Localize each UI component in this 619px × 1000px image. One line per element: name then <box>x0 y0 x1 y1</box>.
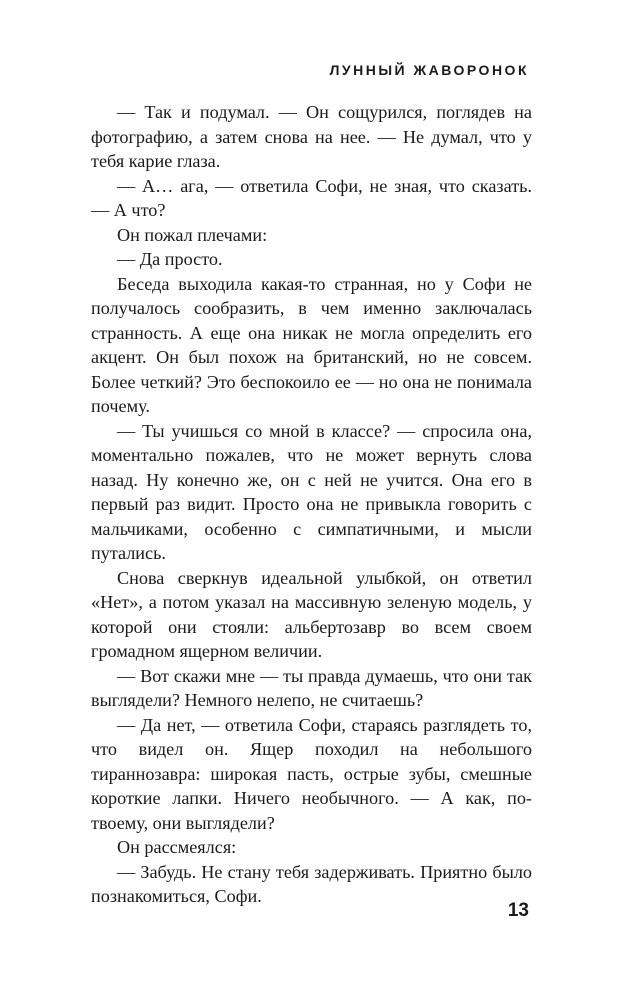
paragraph: Он пожал плечами: <box>117 224 268 245</box>
paragraph: — Забудь. Не стану тебя задерживать. Приятно было познакомиться, Софи. <box>91 861 532 906</box>
paragraph: — Так и подумал. — Он сощурился, поглядев на фотографию, а затем снова на нее. — Не думал, что у тебя карие глаза. <box>91 102 532 171</box>
running-head: ЛУННЫЙ ЖАВОРОНОК <box>329 62 529 78</box>
paragraph: Он рассмеялся: <box>117 837 237 857</box>
paragraph: Беседа выходила какая-то странная, но у Софи не получалось сообразить, в чем именно заключалась странность. А еще она никак не могла определить его акцент. Он был похож на британский, но не совсем. Более четкий? Это беспокоило ее — но она не понимала почему. <box>91 273 532 416</box>
paragraph: — Ты учишься со мной в классе? — спросила она, моментально пожалев, что не может вернуть слова назад. Ну конечно же, он с ней не учится. Она его в первый раз видит. Просто она не привыкла говорить с мальчиками, особенно с симпатичными, и мысли путались. <box>91 420 532 563</box>
body-text <box>91 100 532 909</box>
paragraph: Снова сверкнув идеальной улыбкой, он ответил «Нет», а потом указал на массивную зеленую модель, у которой они стояли: альбертозавр во всем своем громадном ящерном величии. <box>91 567 532 661</box>
paragraph: — А… ага, — ответила Софи, не зная, что сказать. — А что? <box>91 175 532 220</box>
paragraph: — Вот скажи мне — ты правда думаешь, что они так выглядели? Немного нелепо, не считаешь? <box>91 665 532 710</box>
paragraph: — Да просто. <box>117 249 223 269</box>
paragraph: — Да нет, — ответила Софи, стараясь разглядеть то, что видел он. Ящер походил на небольшого тираннозавра: широкая пасть, острые зубы, смешные короткие лапки. Ничего необычного. — А как, по-твоему, они выглядели? <box>91 714 532 833</box>
page-number: 13 <box>507 900 529 921</box>
